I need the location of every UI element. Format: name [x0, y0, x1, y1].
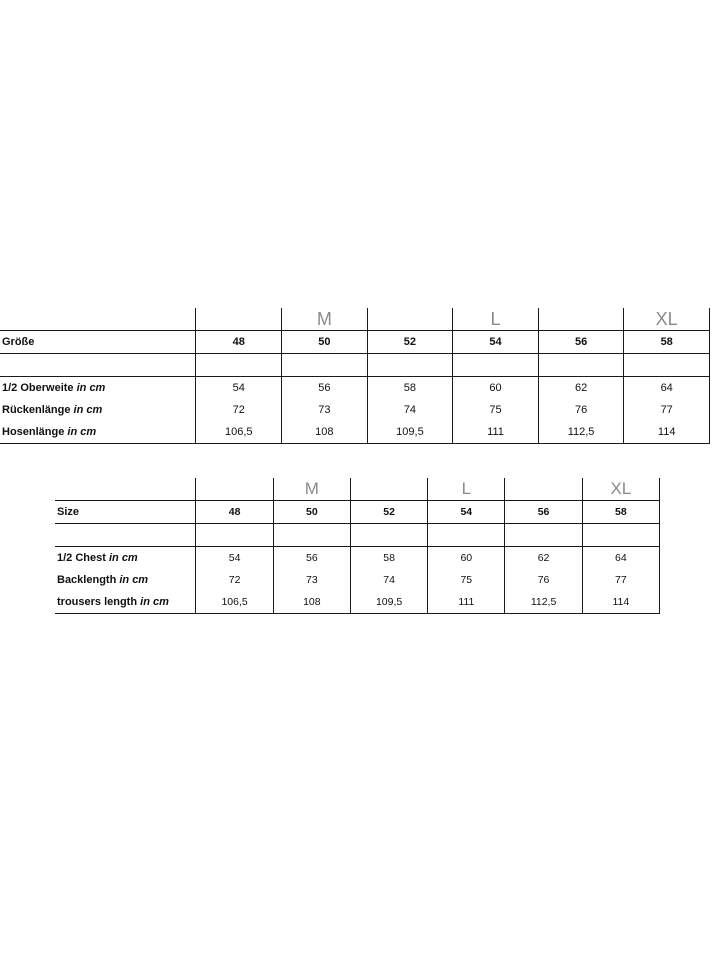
row-label-text: trousers length: [57, 596, 138, 608]
cell-backlength-48-en: 72: [196, 569, 273, 591]
cell-chest-56: 62: [538, 377, 624, 400]
cell-trousers-58: 114: [624, 421, 710, 444]
spacer-cell-2: [282, 354, 368, 377]
cell-trousers-50-en: 108: [273, 591, 350, 614]
spacer-cell-2-en: [273, 524, 350, 547]
letter-cell-empty-0: [0, 308, 196, 331]
size-table-english-grid: [55, 478, 660, 614]
header-size-56-en: 56: [505, 501, 582, 524]
row-label-chest-de: [0, 377, 196, 400]
cell-chest-54-en: 60: [428, 547, 505, 570]
letter-cell-2: [367, 308, 453, 331]
cell-trousers-52-en: 109,5: [350, 591, 427, 614]
row-label-text: Backlength: [57, 574, 117, 586]
cell-trousers-50: 108: [282, 421, 368, 444]
cell-trousers-56-en: 112,5: [505, 591, 582, 614]
header-size-48: 48: [196, 331, 282, 354]
header-size-58: 58: [624, 331, 710, 354]
cell-chest-52-en: 58: [350, 547, 427, 570]
header-size-58-en: 58: [582, 501, 659, 524]
table-row: [0, 421, 710, 444]
spacer-cell-label: [0, 354, 196, 377]
cell-chest-58-en: 64: [582, 547, 659, 570]
cell-backlength-50: 73: [282, 399, 368, 421]
cell-backlength-54: 75: [453, 399, 539, 421]
cell-chest-48-en: 54: [196, 547, 273, 570]
spacer-cell-3: [367, 354, 453, 377]
size-table-english: [55, 478, 660, 614]
row-label-text: Hosenlänge: [2, 426, 65, 438]
cell-trousers-48-en: 106,5: [196, 591, 273, 614]
header-size-56: 56: [538, 331, 624, 354]
cell-chest-50: 56: [282, 377, 368, 400]
letter-cell-l-en: L: [428, 478, 505, 501]
header-size-54: 54: [453, 331, 539, 354]
letter-cell-xl-en: XL: [582, 478, 659, 501]
row-label-unit: in cm: [108, 552, 138, 564]
letter-cell-empty-0-en: [55, 478, 196, 501]
row-label-unit: in cm: [76, 382, 106, 394]
spacer-cell-6-en: [582, 524, 659, 547]
row-label-unit: in cm: [119, 574, 149, 586]
row-label-unit: in cm: [73, 404, 103, 416]
header-size-48-en: 48: [196, 501, 273, 524]
cell-trousers-52: 109,5: [367, 421, 453, 444]
spacer-cell-5-en: [505, 524, 582, 547]
row-label-text: 1/2 Chest: [57, 552, 106, 564]
cell-backlength-54-en: 75: [428, 569, 505, 591]
cell-chest-56-en: 62: [505, 547, 582, 570]
size-table-german: [0, 308, 710, 444]
table-row-header-en: [55, 501, 660, 524]
cell-backlength-52: 74: [367, 399, 453, 421]
table-row: [55, 569, 660, 591]
table-row-header-de: [0, 331, 710, 354]
header-label-de: Größe: [0, 331, 196, 354]
table-row: [55, 591, 660, 614]
row-label-chest-en: [55, 547, 196, 570]
cell-chest-58: 64: [624, 377, 710, 400]
cell-backlength-58-en: 77: [582, 569, 659, 591]
row-label-trousers-de: [0, 421, 196, 444]
cell-trousers-58-en: 114: [582, 591, 659, 614]
header-label-en: Size: [55, 501, 196, 524]
letter-cell-0: [196, 308, 282, 331]
row-label-text: 1/2 Oberweite: [2, 382, 74, 394]
spacer-cell-label-en: [55, 524, 196, 547]
letter-cell-2-en: [350, 478, 427, 501]
cell-trousers-54: 111: [453, 421, 539, 444]
letter-cell-l: L: [453, 308, 539, 331]
letter-cell-4: [538, 308, 624, 331]
spacer-cell-4: [453, 354, 539, 377]
cell-trousers-54-en: 111: [428, 591, 505, 614]
table-row: [55, 547, 660, 570]
row-label-unit: in cm: [67, 426, 97, 438]
cell-backlength-58: 77: [624, 399, 710, 421]
row-label-backlength-de: [0, 399, 196, 421]
cell-backlength-56: 76: [538, 399, 624, 421]
spacer-cell-4-en: [428, 524, 505, 547]
table-row: [0, 399, 710, 421]
cell-backlength-48: 72: [196, 399, 282, 421]
table-row-spacer-en: [55, 524, 660, 547]
table-row-letter-sizes-en: [55, 478, 660, 501]
cell-chest-54: 60: [453, 377, 539, 400]
spacer-cell-1-en: [196, 524, 273, 547]
letter-cell-0-en: [196, 478, 273, 501]
header-size-50-en: 50: [273, 501, 350, 524]
table-row: [0, 377, 710, 400]
header-size-54-en: 54: [428, 501, 505, 524]
row-label-trousers-en: [55, 591, 196, 614]
row-label-backlength-en: [55, 569, 196, 591]
cell-trousers-48: 106,5: [196, 421, 282, 444]
cell-chest-52: 58: [367, 377, 453, 400]
cell-backlength-50-en: 73: [273, 569, 350, 591]
spacer-cell-6: [624, 354, 710, 377]
header-size-50: 50: [282, 331, 368, 354]
row-label-text: Rückenlänge: [2, 404, 71, 416]
letter-cell-xl: XL: [624, 308, 710, 331]
cell-chest-48: 54: [196, 377, 282, 400]
cell-backlength-56-en: 76: [505, 569, 582, 591]
cell-chest-50-en: 56: [273, 547, 350, 570]
header-size-52-en: 52: [350, 501, 427, 524]
table-row-letter-sizes-de: [0, 308, 710, 331]
letter-cell-m: M: [282, 308, 368, 331]
table-row-spacer-de: [0, 354, 710, 377]
letter-cell-4-en: [505, 478, 582, 501]
spacer-cell-3-en: [350, 524, 427, 547]
spacer-cell-1: [196, 354, 282, 377]
cell-trousers-56: 112,5: [538, 421, 624, 444]
spacer-cell-5: [538, 354, 624, 377]
letter-cell-m-en: M: [273, 478, 350, 501]
header-size-52: 52: [367, 331, 453, 354]
size-table-german-grid: [0, 308, 710, 444]
row-label-unit: in cm: [140, 596, 169, 608]
cell-backlength-52-en: 74: [350, 569, 427, 591]
